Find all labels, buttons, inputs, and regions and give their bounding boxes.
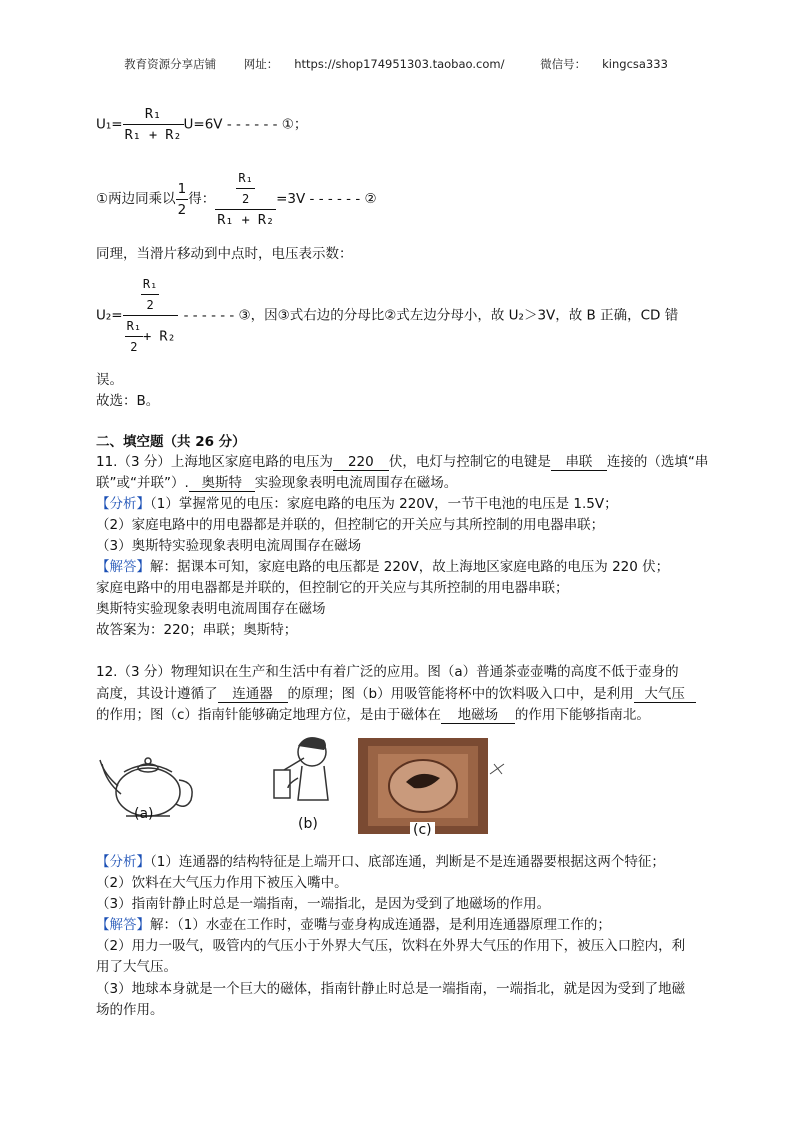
formula-eq2 [96,168,377,230]
u2-den-inner-num: R₁ [125,316,143,337]
q12-blank-pressure: 大气压 [634,686,696,703]
compound-denominator: R₁ + R₂ [217,212,275,228]
wechat-label: 微信号： [540,57,587,71]
eq2-mid: 得： [188,191,216,207]
figure-c-label: (c) [410,822,435,838]
q11-text-b: 伏，电灯与控制它的电键是 [388,454,551,470]
url-label: 网址： [243,57,279,71]
u1-suffix: U=6V - - - - - - ①； [183,116,308,133]
u2-suffix: - - - - - - ③，因③式右边的分母比②式左边分母小，故 U₂＞3V，故 B 正确，CD 错 [183,307,679,324]
q12-solution-text-3a: （3）地球本身就是一个巨大的磁体，指南针静止时总是一端指南，一端指北，就是因为受到了地磁 [96,981,686,997]
fraction-u2 [123,274,178,357]
q11-solution-text-3: 奥斯特实验现象表明电流周围存在磁场 [96,601,326,617]
formula-u1 [96,104,307,145]
q11-text-c: 连接的（选填“串 [606,454,709,470]
answer-choice: 故选：B。 [96,393,160,409]
q11-text-e: 实验现象表明电流周围存在磁场。 [254,475,458,491]
q12-text-d: 的作用下能够指南北。 [514,707,650,723]
q12-line1: 12.（3 分）物理知识在生产和生活中有着广泛的应用。图（a）普通茶壶壶嘴的高度不低于壶身的 [96,664,679,680]
u2-inner-num: R₁ [141,274,159,295]
compound-numerator [215,168,276,210]
q11-solution-1 [96,557,669,577]
q11-analysis-text-3: （3）奥斯特实验现象表明电流周围存在磁场 [96,538,362,554]
half-numerator: 1 [176,179,189,200]
eq2-suffix: =3V - - - - - - ② [276,191,377,207]
analysis-tag-q12: 【分析】 [96,854,150,870]
q12-text-a: 高度，其设计遵循了 [96,686,218,702]
page-header [0,56,800,72]
q11-line2 [96,473,457,493]
figure-a-label: (a) [134,806,154,822]
q11-final-answer: 故答案为：220；串联；奥斯特； [96,622,298,638]
q12-text-c: 的作用；图（c）指南针能够确定地理方位，是由于磁体在 [96,707,441,723]
q12-solution-text-2b: 用了大气压。 [96,959,177,975]
fraction-denominator: R₁ + R₂ [124,127,182,143]
eq2-prefix: ①两边同乘以 [96,191,176,207]
inner-denominator: 2 [242,192,250,206]
q12-analysis-1 [96,852,665,872]
u2-numerator [123,274,178,316]
q12-analysis-text-3: （3）指南针静止时总是一端指南，一端指北，是因为受到了地磁场的作用。 [96,896,551,912]
q11-text-d: 联”或“并联”）. [96,475,189,491]
text-same-line: 同理，当滑片移动到中点时，电压表示数： [96,246,353,262]
q12-analysis-text-2: （2）饮料在大气压力作用下被压入嘴中。 [96,875,348,891]
solution-tag-q12: 【解答】 [96,917,150,933]
q12-solution-text-1: 解：（1）水壶在工作时，壶嘴与壶身构成连通器，是利用连通器原理工作的； [150,917,611,933]
fraction-r1-over-sum [123,104,184,145]
q11-blank-scientist: 奥斯特 [189,475,255,492]
fraction-half [176,179,189,220]
wechat-id: kingcsa333 [602,57,668,71]
shop-name: 教育资源分享店铺 [124,57,217,71]
u2-denominator [123,316,178,357]
q12-line3 [96,705,650,725]
q12-analysis-text-1: （1）连通器的结构特征是上端开口、底部连通，判断是不是连通器要根据这两个特征； [150,854,665,870]
q11-analysis-text-1: （1）掌握常见的电压：家庭电路的电压为 220V，一节干电池的电压是 1.5V； [150,496,618,512]
u2-inner-den: 2 [146,298,154,312]
q12-text-b: 的原理；图（b）用吸管能将杯中的饮料吸入口中，是利用 [287,686,634,702]
q12-line2 [96,684,696,704]
u1-prefix: U₁= [96,116,123,133]
figure-b-label: (b) [298,816,318,832]
straw-figure [268,730,348,840]
teapot-figure [96,730,206,830]
q12-solution-1 [96,915,611,935]
q12-blank-field: 地磁场 [441,707,515,724]
q11-blank-voltage: 220 [333,454,389,471]
q11-blank-connection: 串联 [551,454,607,471]
inner-numerator: R₁ [236,168,254,189]
text-wrong: 误。 [96,372,123,388]
q12-blank-principle: 连通器 [218,686,288,703]
fraction-r1-half-over-sum [215,168,276,230]
q11-analysis-1 [96,494,618,514]
compass-figure [358,738,508,838]
half-denominator: 2 [177,201,187,218]
solution-tag: 【解答】 [96,559,150,575]
fraction-numerator: R₁ [123,104,184,125]
q12-solution-text-3b: 场的作用。 [96,1002,164,1018]
q11-line1 [96,452,708,472]
u2-plus-r2: + R₂ [143,328,176,345]
q12-solution-text-2a: （2）用力一吸气，吸管内的气压小于外界大气压，饮料在外界大气压的作用下，被压入口腔内，利 [96,938,686,954]
formula-u2 [96,274,678,357]
shop-url[interactable]: https://shop174951303.taobao.com/ [294,57,505,71]
q11-solution-text-1: 解：据课本可知，家庭电路的电压都是 220V，故上海地区家庭电路的电压为 220 伏； [150,559,670,575]
q11-analysis-text-2: （2）家庭电路中的用电器都是并联的，但控制它的开关应与其所控制的用电器串联； [96,517,605,533]
q11-text-a: 11.（3 分）上海地区家庭电路的电压为 [96,454,333,470]
u2-den-inner-den: 2 [130,340,138,354]
q11-solution-text-2: 家庭电路中的用电器都是并联的，但控制它的开关应与其所控制的用电器串联； [96,580,569,596]
analysis-tag: 【分析】 [96,496,150,512]
section-title: 二、填空题（共 26 分） [96,434,246,450]
u2-prefix: U₂= [96,307,123,324]
